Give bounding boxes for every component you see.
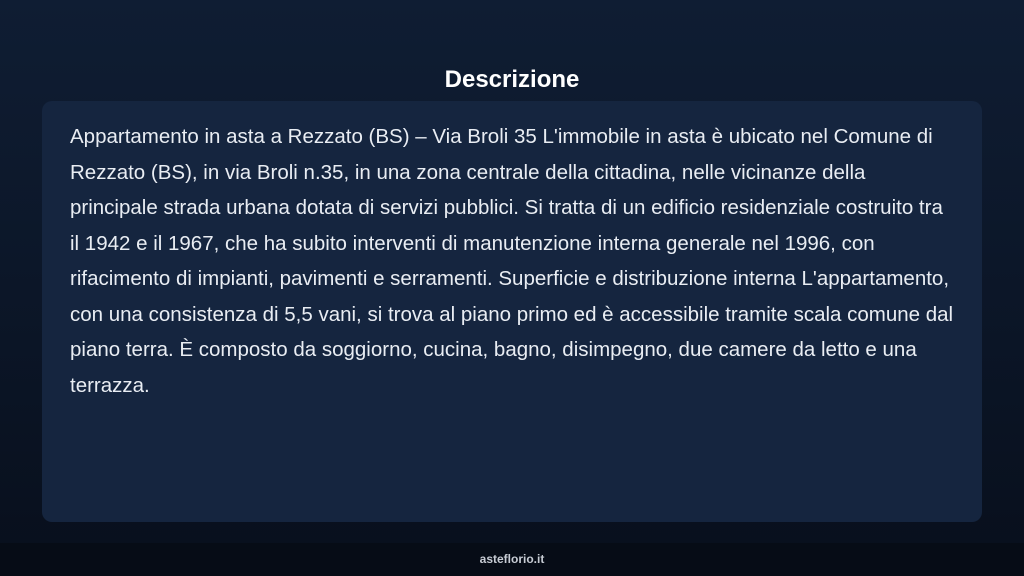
footer-bar (0, 543, 1024, 576)
description-text: Appartamento in asta a Rezzato (BS) – Via Broli 35 L'immobile in asta è ubicato nel Comune di Rezzato (BS), in via Broli n.35, in una zona centrale della cittadina, nelle vicinanze della principale strada urbana dotata di servizi pubblici. Si tratta di un edificio residenziale costruito tra il 1942 e il 1967, che ha subito interventi di manutenzione interna generale nel 1996, con rifacimento di impianti, pavimenti e serramenti. Superficie e distribuzione interna L'appartamento, con una consistenza di 5,5 vani, si trova al piano primo ed è accessibile tramite scala comune dal piano terra. È composto da soggiorno, cucina, bagno, disimpegno, due camere da letto e una terrazza. (70, 125, 954, 397)
page-title: Descrizione (444, 66, 580, 94)
footer-brand: asteflorio.it (479, 552, 545, 566)
description-card (42, 101, 982, 522)
